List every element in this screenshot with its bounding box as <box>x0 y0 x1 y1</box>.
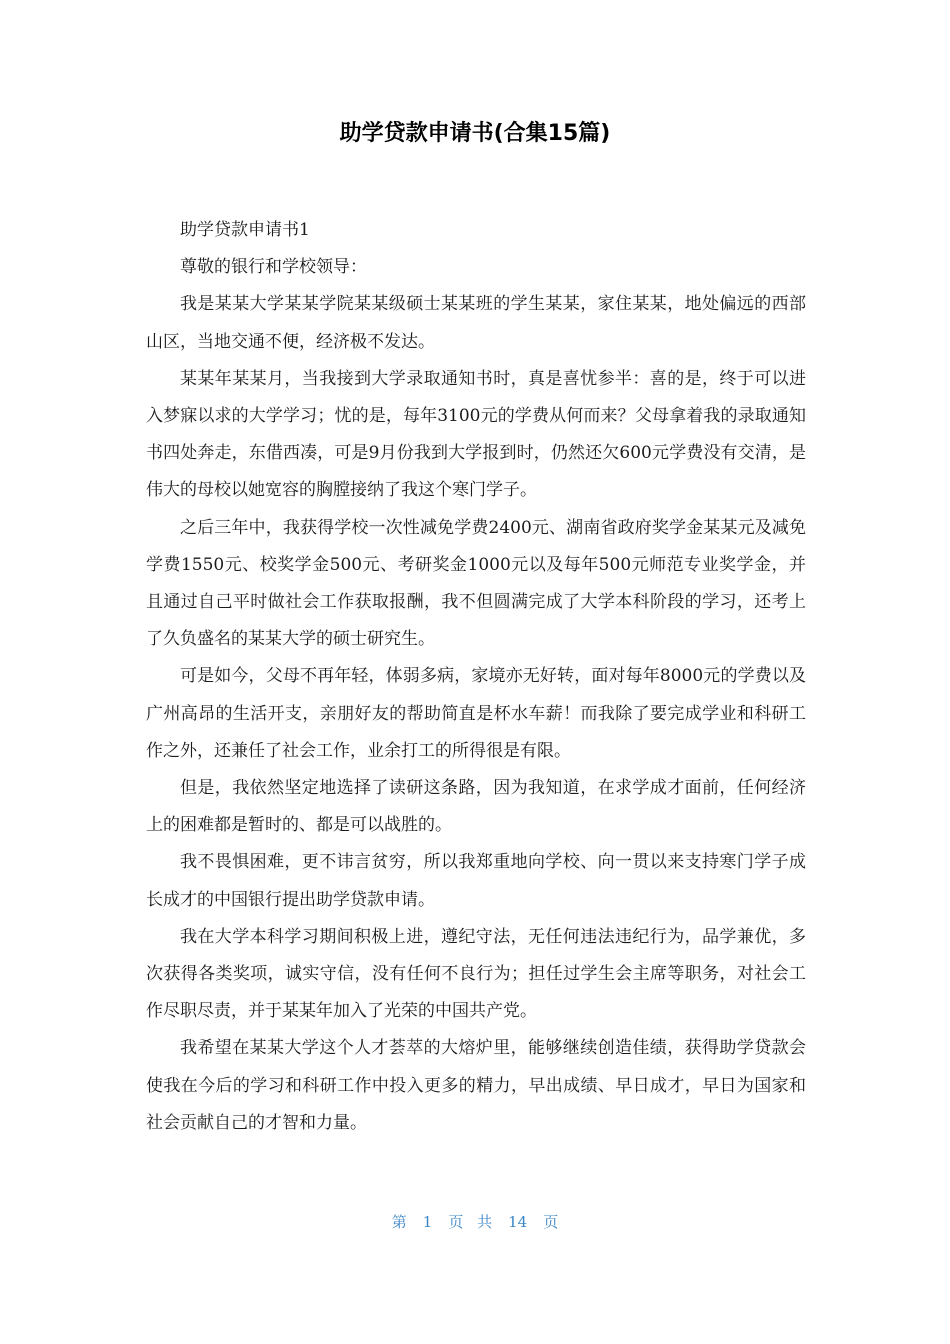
paragraph: 我希望在某某大学这个人才荟萃的大熔炉里，能够继续创造佳绩，获得助学贷款会使我在今后的学习和科研工作中投入更多的精力，早出成绩、早日成才，早日为国家和社会贡献自己的才智和力量。 <box>146 1038 806 1133</box>
page-footer <box>0 1211 950 1232</box>
paragraph-salutation: 尊敬的银行和学校领导： <box>180 257 367 278</box>
page-prefix: 第 <box>391 1213 407 1231</box>
paragraph: 某某年某某月，当我接到大学录取通知书时，真是喜忧参半：喜的是，终于可以进入梦寐以求的大学学习；忧的是，每年3100元的学费从何而来？父母拿着我的录取通知书四处奔走，东借西凑，可是9月份我到大学报到时，仍然还欠600元学费没有交清，是伟大的母校以她宽容的胸膛接纳了我这个寒门学子。 <box>146 368 806 501</box>
current-page-number: 1 <box>422 1213 433 1231</box>
paragraph: 我在大学本科学习期间积极上进，遵纪守法，无任何违法违纪行为，品学兼优，多次获得各类奖项，诚实守信，没有任何不良行为；担任过学生会主席等职务，对社会工作尽职尽责，并于某某年加入了光荣的中国共产党。 <box>146 926 806 1022</box>
paragraph: 我不畏惧困难，更不讳言贫穷，所以我郑重地向学校、向一贯以来支持寒门学子成长成才的中国银行提出助学贷款申请。 <box>146 852 806 910</box>
document-body <box>146 212 806 1142</box>
paragraph: 我是某某大学某某学院某某级硕士某某班的学生某某，家住某某，地处偏远的西部山区，当地交通不便，经济极不发达。 <box>146 294 806 352</box>
paragraph: 但是，我依然坚定地选择了读研这条路，因为我知道，在求学成才面前，任何经济上的困难都是暂时的、都是可以战胜的。 <box>146 778 806 836</box>
page-suffix: 页 <box>543 1213 559 1231</box>
paragraph-heading: 助学贷款申请书1 <box>180 220 310 240</box>
total-pages-number: 14 <box>508 1213 528 1231</box>
paragraph: 之后三年中，我获得学校一次性减免学费2400元、湖南省政府奖学金某某元及减免学费1550元、校奖学金500元、考研奖金1000元以及每年500元师范专业奖学金，并且通过自己平时做社会工作获取报酬，我不但圆满完成了大学本科阶段的学习，还考上了久负盛名的某某大学的硕士研究生。 <box>146 517 806 650</box>
page-mid: 页 共 <box>448 1213 493 1231</box>
document-title: 助学贷款申请书(合集15篇) <box>339 121 611 146</box>
paragraph: 可是如今，父母不再年轻，体弱多病，家境亦无好转，面对每年8000元的学费以及广州高昂的生活开支，亲朋好友的帮助简直是杯水车薪！而我除了要完成学业和科研工作之外，还兼任了社会工作，业余打工的所得很是有限。 <box>146 666 806 761</box>
